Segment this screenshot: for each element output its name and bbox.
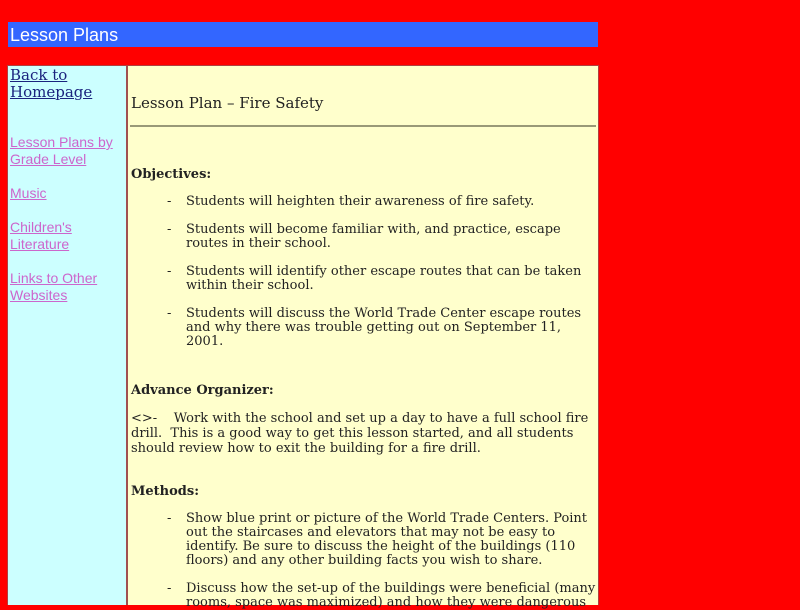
methods-heading: Methods:: [131, 484, 199, 499]
methods-list: [130, 512, 596, 610]
sidebar-link-other-websites[interactable]: Links to Other Websites: [10, 270, 98, 303]
content-table: [7, 65, 599, 610]
dash-bullet-icon: -: [167, 194, 172, 209]
advance-organizer-heading: Advance Organizer:: [131, 383, 274, 398]
dash-bullet-icon: -: [167, 222, 172, 237]
objectives-heading: Objectives:: [131, 167, 212, 182]
list-item: - Students will become familiar with, and practice, escape routes in their school.: [167, 222, 561, 251]
dash-bullet-icon: -: [167, 511, 172, 526]
header-bar: [8, 22, 598, 47]
main-content: [128, 66, 598, 610]
list-item: - Students will identify other escape routes that can be taken within their school.: [167, 264, 582, 293]
sidebar-nav: [8, 66, 128, 605]
sidebar-link-childrens-literature[interactable]: Children's Literature: [10, 219, 72, 252]
list-item: - Discuss how the set-up of the buildings were beneficial (many rooms, space was maximized) and how they were dangerous: [167, 581, 596, 610]
list-item: - Students will heighten their awareness of fire safety.: [167, 194, 535, 209]
list-item: - Students will discuss the World Trade Center escape routes and why there was trouble getting out on September 11, 2001.: [167, 306, 582, 349]
dash-bullet-icon: -: [167, 581, 172, 596]
objectives-list: [130, 195, 596, 349]
dash-bullet-icon: -: [167, 264, 172, 279]
advance-organizer-text: <>- Work with the school and set up a day to have a full school fire drill. This is a good way to get this lesson started, and all students should review how to exit the building for a fire drill.: [131, 411, 593, 456]
dash-bullet-icon: -: [167, 306, 172, 321]
title-divider: [130, 125, 596, 127]
sidebar-link-music[interactable]: Music: [10, 185, 47, 201]
page-title: Lesson Plan – Fire Safety: [131, 94, 324, 112]
sidebar-link-back-to-homepage[interactable]: Back to Homepage: [10, 66, 93, 101]
sidebar-link-lesson-plans-by-grade[interactable]: Lesson Plans by Grade Level: [10, 134, 113, 167]
site-title: Lesson Plans: [10, 25, 119, 45]
list-item: - Show blue print or picture of the World Trade Centers. Point out the staircases and elevators that may not be easy to identify. Be sure to discuss the height of the buildings (110 floors) and any other building facts you wish to share.: [167, 511, 588, 568]
